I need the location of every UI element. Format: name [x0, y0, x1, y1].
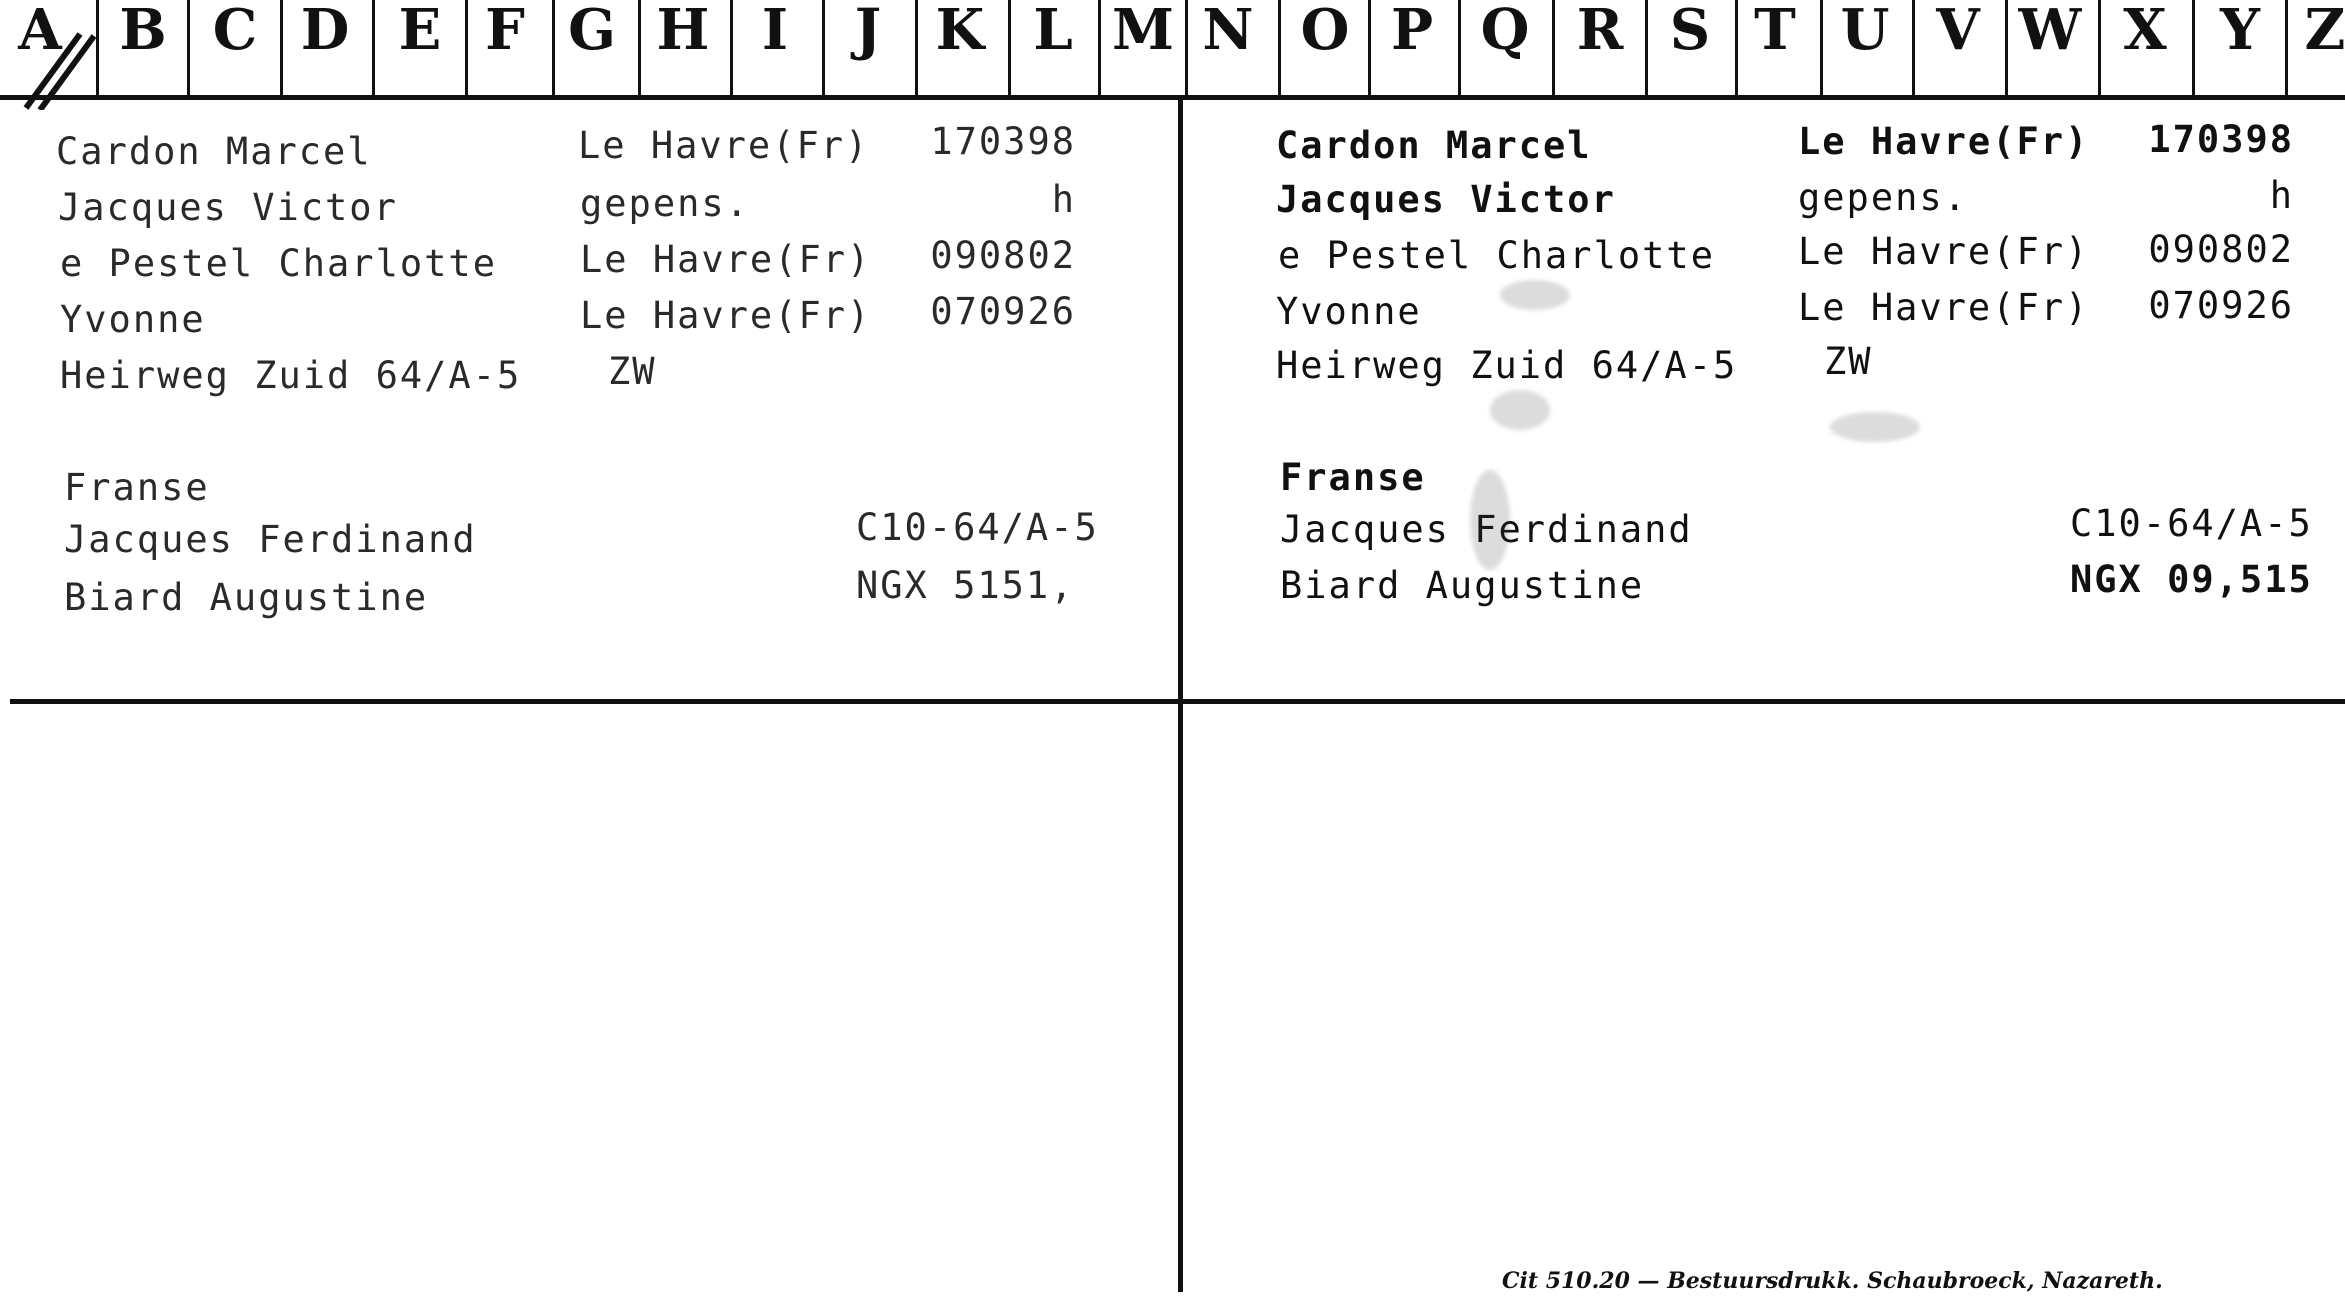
- index-letter-x: X: [2123, 0, 2167, 63]
- right-row2-name: Jacques Victor: [1276, 178, 1616, 221]
- index-separator: [2005, 0, 2008, 96]
- index-separator: [280, 0, 283, 96]
- right-row2-place: gepens.: [1798, 176, 1968, 219]
- index-separator: [1458, 0, 1461, 96]
- left-row5-code: ZW: [608, 350, 657, 393]
- index-letter-f: F: [485, 0, 525, 63]
- index-separator: [1368, 0, 1371, 96]
- right-row3-place: Le Havre(Fr): [1798, 230, 2090, 273]
- card-vertical-divider: [1178, 100, 1183, 1292]
- index-separator: [552, 0, 555, 96]
- right-row2-num: h: [2269, 174, 2294, 217]
- right-row1-place: Le Havre(Fr): [1798, 120, 2090, 163]
- index-letter-t: T: [1754, 0, 1796, 63]
- index-separator: [1185, 0, 1188, 96]
- index-letter-g: G: [568, 0, 616, 63]
- index-letter-l: L: [1033, 0, 1073, 63]
- index-separator: [187, 0, 190, 96]
- index-letter-b: B: [119, 0, 167, 63]
- index-separator: [1735, 0, 1738, 96]
- right-row3-num: 090802: [2148, 228, 2294, 271]
- alphabet-index-strip: [0, 0, 2345, 100]
- right-row4-num: 070926: [2148, 284, 2294, 327]
- right-row8-num: NGX 09,515: [2070, 558, 2313, 601]
- left-row2-name: Jacques Victor: [58, 186, 398, 229]
- printer-footer: Cit 510.20 — Bestuursdrukk. Schaubroeck, Nazareth.: [1502, 1268, 2163, 1294]
- index-letter-d: D: [300, 0, 350, 63]
- index-letter-c: C: [212, 0, 258, 63]
- left-row1-num: 170398: [930, 120, 1076, 163]
- left-row2-place: gepens.: [580, 182, 750, 225]
- index-letter-h: H: [656, 0, 710, 63]
- index-separator: [1645, 0, 1648, 96]
- index-letter-s: S: [1669, 0, 1711, 63]
- index-letter-v: V: [1936, 0, 1980, 63]
- left-row7-name: Jacques Ferdinand: [64, 518, 477, 561]
- index-separator: [1552, 0, 1555, 96]
- left-row7-num: C10-64/A-5: [856, 506, 1099, 549]
- index-separator: [915, 0, 918, 96]
- ink-smudge: [1470, 470, 1510, 570]
- left-row8-name: Biard Augustine: [64, 576, 429, 619]
- ink-smudge: [1830, 412, 1920, 442]
- index-letter-a: A: [18, 0, 62, 63]
- left-row4-place: Le Havre(Fr): [580, 294, 872, 337]
- index-letter-o: O: [1300, 0, 1350, 63]
- index-letter-m: M: [1112, 0, 1174, 63]
- left-row3-num: 090802: [930, 234, 1076, 277]
- index-letter-z: Z: [2304, 0, 2345, 63]
- left-nationality: Franse: [64, 466, 210, 509]
- right-row5-code: ZW: [1824, 340, 1873, 383]
- left-row8-num: NGX 5151,: [856, 564, 1075, 607]
- right-row5-address: Heirweg Zuid 64/A-5: [1276, 344, 1738, 387]
- double-slash-mark-icon: [18, 20, 108, 110]
- index-separator: [822, 0, 825, 96]
- right-row1-num: 170398: [2148, 118, 2294, 161]
- left-row1-name: Cardon Marcel: [56, 130, 372, 173]
- right-row7-num: C10-64/A-5: [2070, 502, 2313, 545]
- left-row3-name: e Pestel Charlotte: [60, 242, 497, 285]
- index-letter-p: P: [1390, 0, 1434, 63]
- index-separator: [1820, 0, 1823, 96]
- left-row2-num: h: [1051, 178, 1076, 221]
- index-letter-n: N: [1202, 0, 1254, 63]
- right-row8-name: Biard Augustine: [1280, 564, 1645, 607]
- left-row3-place: Le Havre(Fr): [580, 238, 872, 281]
- index-letter-q: Q: [1480, 0, 1530, 63]
- right-nationality: Franse: [1280, 456, 1426, 499]
- index-separator: [372, 0, 375, 96]
- left-row1-place: Le Havre(Fr): [578, 124, 870, 167]
- index-separator: [730, 0, 733, 96]
- left-row5-address: Heirweg Zuid 64/A-5: [60, 354, 522, 397]
- index-separator: [1098, 0, 1101, 96]
- ink-smudge: [1490, 390, 1550, 430]
- index-separator: [1912, 0, 1915, 96]
- index-separator: [2098, 0, 2101, 96]
- index-separator: [1278, 0, 1281, 96]
- right-row4-place: Le Havre(Fr): [1798, 286, 2090, 329]
- ink-smudge: [1500, 280, 1570, 310]
- index-separator: [638, 0, 641, 96]
- index-letter-u: U: [1840, 0, 1890, 63]
- right-row4-name: Yvonne: [1276, 290, 1422, 333]
- index-letter-k: K: [935, 0, 985, 63]
- right-row3-name: e Pestel Charlotte: [1278, 234, 1715, 277]
- index-separator: [465, 0, 468, 96]
- right-row1-name: Cardon Marcel: [1276, 124, 1592, 167]
- card-horizontal-divider: [10, 699, 2345, 704]
- index-separator: [1008, 0, 1011, 96]
- index-separator: [2192, 0, 2195, 96]
- right-row7-name: Jacques Ferdinand: [1280, 508, 1693, 551]
- index-separator: [2285, 0, 2288, 96]
- index-letter-i: I: [761, 0, 789, 63]
- index-letter-e: E: [398, 0, 442, 63]
- index-letter-y: Y: [2220, 0, 2260, 63]
- index-letter-j: J: [854, 0, 882, 63]
- left-row4-num: 070926: [930, 290, 1076, 333]
- index-letter-w: W: [2018, 0, 2082, 63]
- left-row4-name: Yvonne: [60, 298, 206, 341]
- index-letter-r: R: [1576, 0, 1624, 63]
